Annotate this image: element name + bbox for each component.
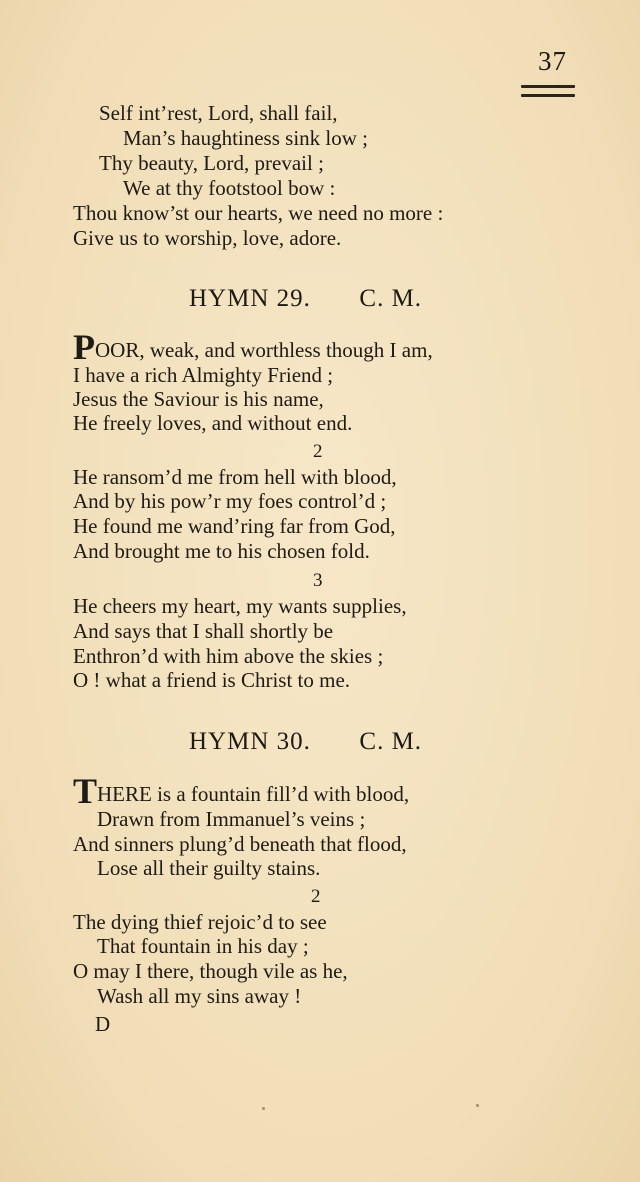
verse-first-line [73, 327, 433, 367]
header-rule [521, 85, 575, 88]
signature-mark: D [95, 1012, 111, 1036]
verse-line: The dying thief rejoic’d to see [73, 910, 327, 934]
verse-line: I have a rich Almighty Friend ; [73, 363, 334, 387]
first-line-text: OOR, weak, and worthless though I am, [95, 338, 433, 362]
drop-capital: T [73, 771, 98, 811]
verse-line: O ! what a friend is Christ to me. [73, 668, 351, 692]
hymn-meter: C. M. [359, 285, 423, 312]
verse-line: Drawn from Immanuel’s veins ; [97, 807, 366, 831]
hymn-meter: C. M. [359, 728, 423, 755]
verse-line: Wash all my sins away ! [97, 984, 302, 1008]
verse-line: Self int’rest, Lord, shall fail, [99, 101, 338, 125]
verse-line: We at thy footstool bow : [123, 176, 336, 200]
verse-line: Thy beauty, Lord, prevail ; [99, 151, 324, 175]
verse-line: Enthron’d with him above the skies ; [73, 644, 384, 668]
hymn-number: HYMN 29. [189, 285, 311, 312]
first-line-text: HERE is a fountain fill’d with blood, [97, 782, 410, 806]
verse-line: That fountain in his day ; [97, 934, 309, 958]
verse-line: Man’s haughtiness sink low ; [123, 126, 368, 150]
verse-number: 2 [311, 886, 321, 907]
verse-line: He ransom’d me from hell with blood, [73, 465, 397, 489]
verse-line: And says that I shall shortly be [73, 619, 334, 643]
verse-line: He found me wand’ring far from God, [73, 514, 396, 538]
paper-speck [476, 1104, 479, 1107]
verse-number: 3 [313, 570, 323, 591]
verse-number: 2 [313, 441, 323, 462]
verse-line: He cheers my heart, my wants supplies, [73, 594, 407, 618]
verse-first-line [73, 771, 410, 811]
page-number: 37 [538, 46, 567, 76]
verse-line: And sinners plung’d beneath that flood, [73, 832, 407, 856]
verse-line: Lose all their guilty stains. [97, 856, 321, 880]
header-rule [521, 94, 575, 97]
verse-line: Give us to worship, love, adore. [73, 226, 342, 250]
hymn-title [189, 286, 422, 311]
hymn-title [189, 729, 422, 754]
verse-line: Jesus the Saviour is his name, [73, 387, 324, 411]
verse-line: And by his pow’r my foes control’d ; [73, 489, 387, 513]
verse-line: O may I there, though vile as he, [73, 959, 348, 983]
hymn-number: HYMN 30. [189, 728, 311, 755]
paper-speck [262, 1107, 265, 1110]
verse-line: He freely loves, and without end. [73, 411, 353, 435]
verse-line: And brought me to his chosen fold. [73, 539, 370, 563]
drop-capital: P [73, 327, 95, 367]
verse-line: Thou know’st our hearts, we need no more : [73, 201, 444, 225]
